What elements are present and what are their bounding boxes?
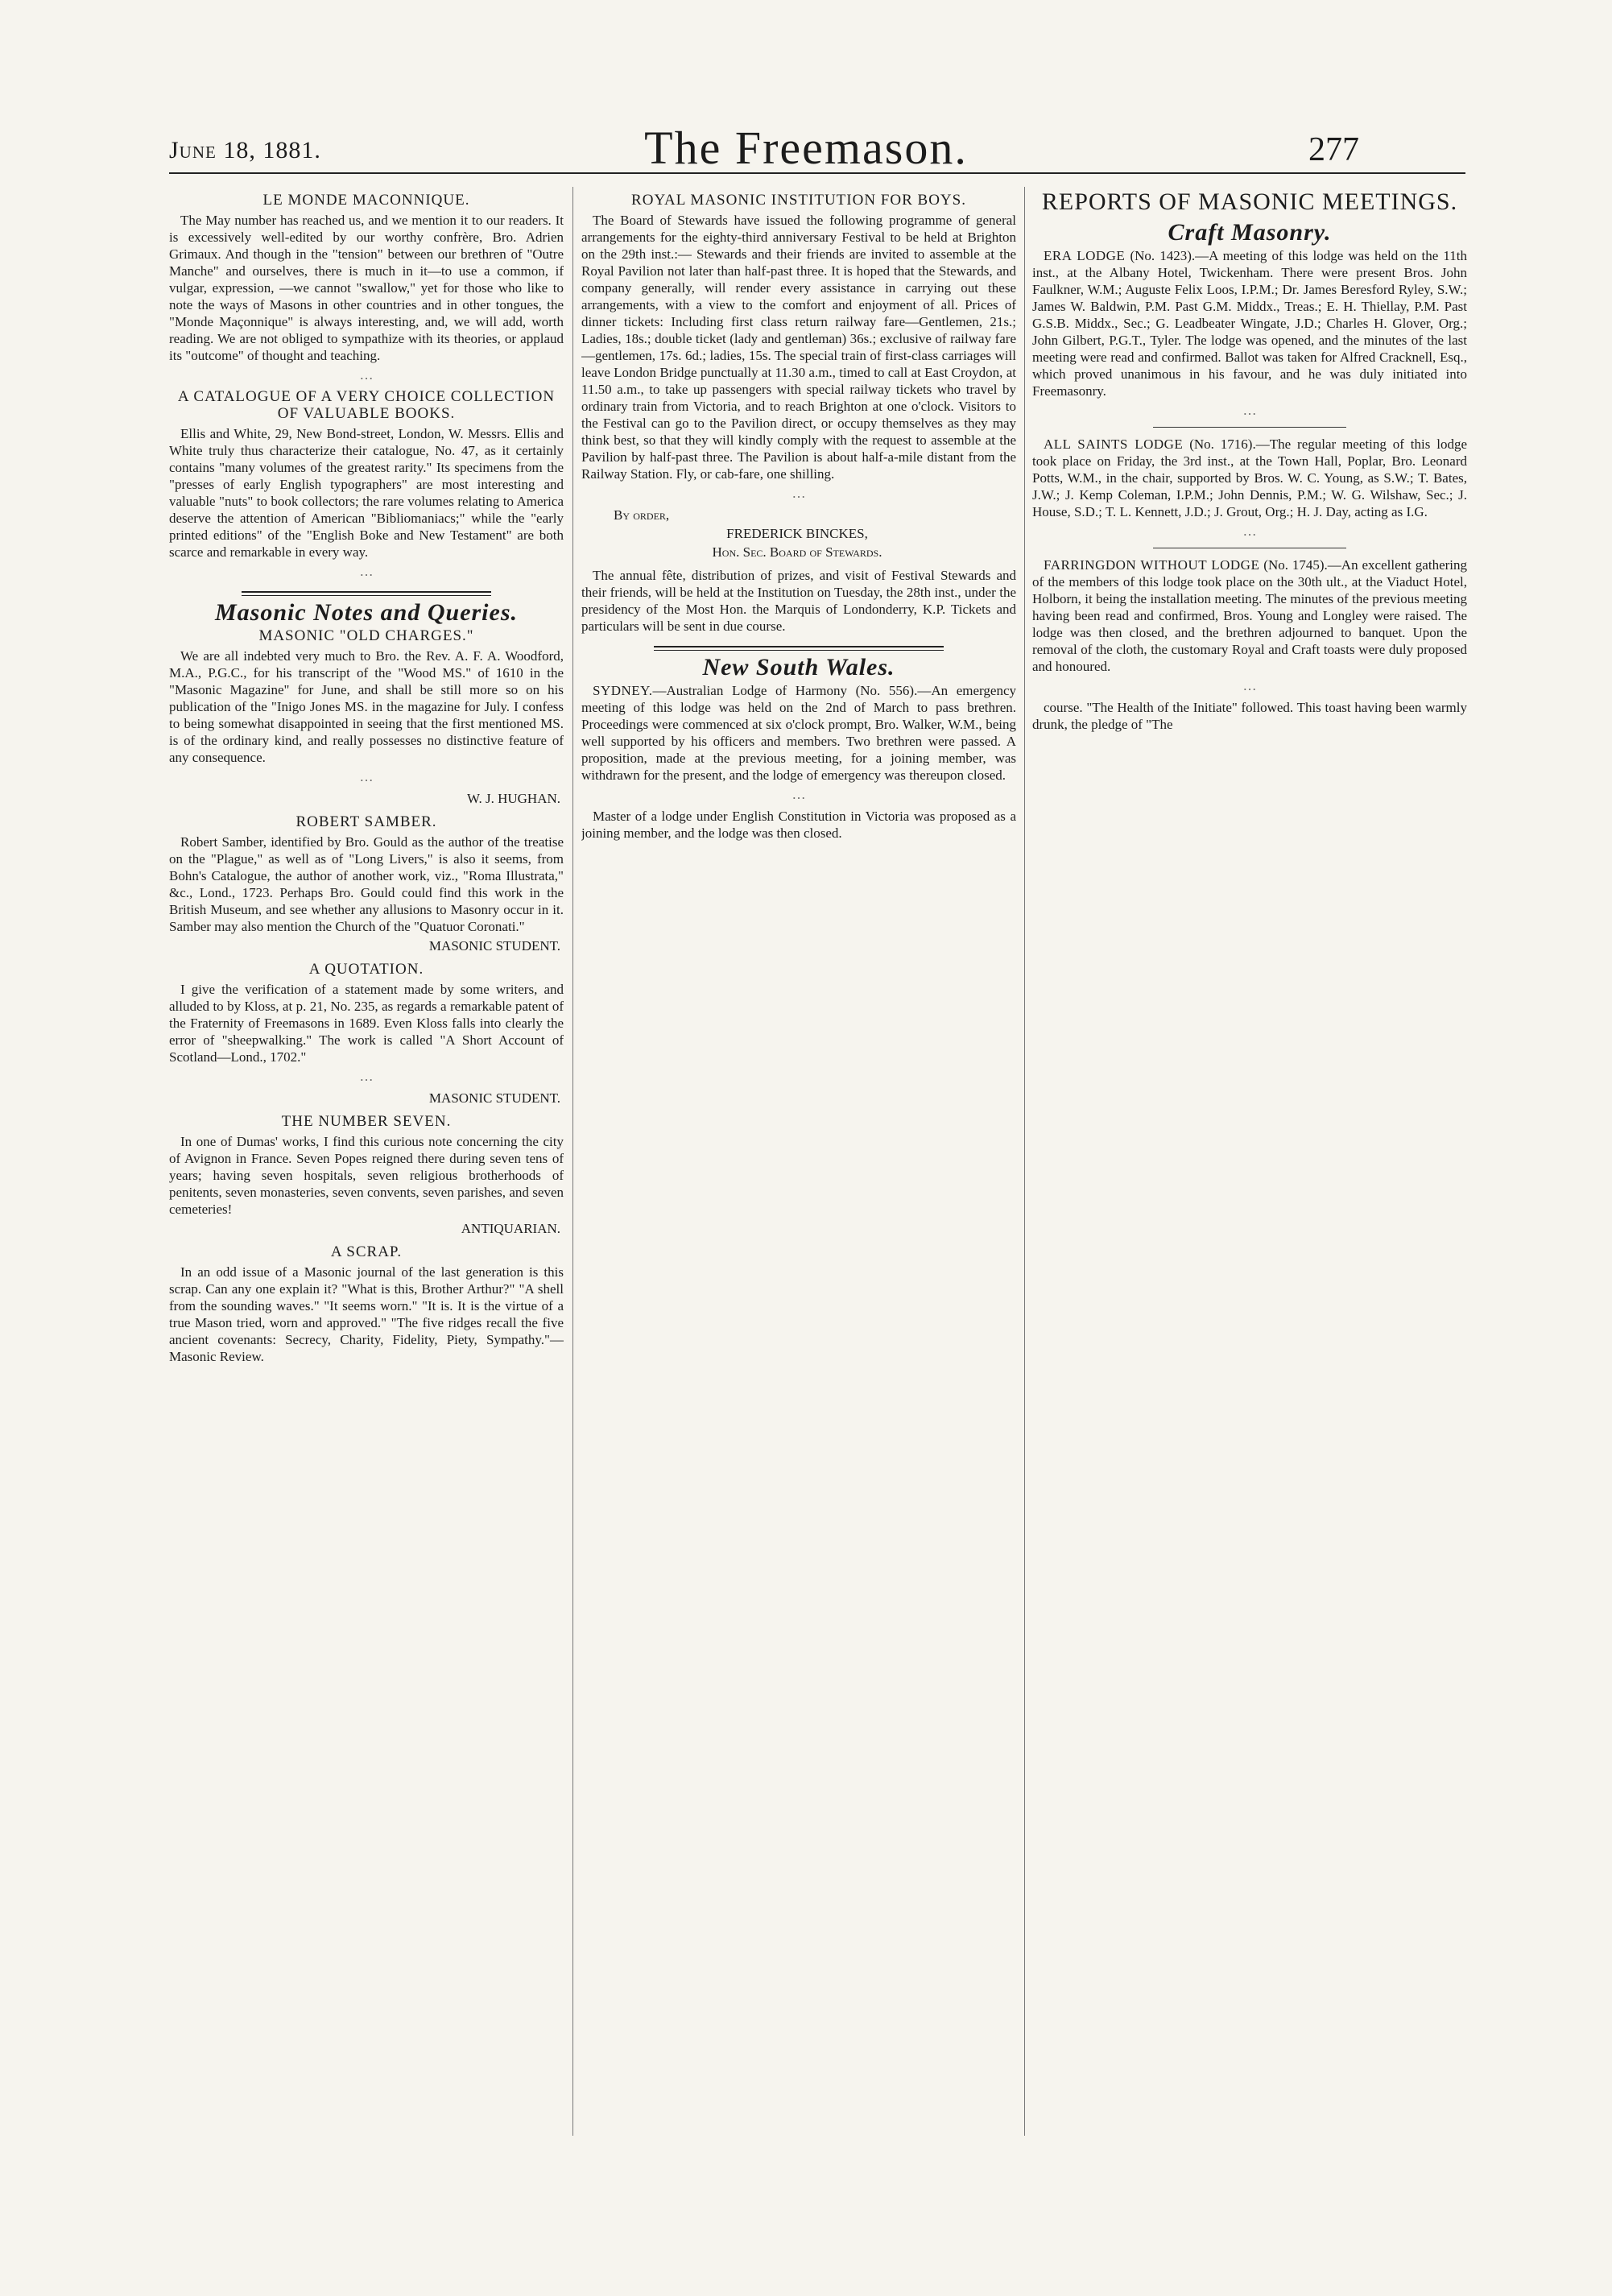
- newspaper-title: The Freemason.: [644, 122, 968, 174]
- column-divider: [572, 187, 573, 2136]
- section-heading: New South Wales.: [702, 654, 895, 681]
- omission-marker: …: [359, 564, 374, 579]
- article-heading: LE MONDE MACONNIQUE.: [262, 192, 470, 209]
- section-rule: [654, 646, 944, 651]
- article-heading: ROBERT SAMBER.: [296, 813, 437, 830]
- omission-marker: …: [1242, 678, 1257, 693]
- article-text: The annual fête, distribution of prizes, and visit of Festival Stewards and their friends, will be held at the Institution on Tuesday, the 28th inst., under the presidency of the Most Hon. the Marquis of Londonderry, K.P. Tickets and particulars will be sent in due course.: [581, 568, 1016, 634]
- article-signature: By order,: [614, 507, 670, 523]
- lodge-name: SYDNEY.: [593, 683, 653, 698]
- article-text: —Australian Lodge of Harmony (No. 556).—An emergency meeting of this lodge was held on the 2nd of March to pass brethren. Proceedings were commenced at six o'clock prompt, Bro. Walker, W.M., being well supported by his officers and members. Two brethren were passed. A proposition, made at the previous meeting, for a joining member, was withdrawn for the present, and the lodge of emergency was thereupon closed.: [581, 683, 1016, 783]
- article-signature: W. J. HUGHAN.: [466, 791, 560, 806]
- masthead: [0, 121, 1612, 185]
- article-signature: MASONIC STUDENT.: [428, 1090, 560, 1106]
- article-signature: ANTIQUARIAN.: [461, 1221, 560, 1236]
- article-rule: [1153, 427, 1346, 428]
- omission-marker: …: [359, 769, 374, 784]
- page-section-title: REPORTS OF MASONIC MEETINGS.: [1041, 188, 1458, 215]
- header-rule: [169, 172, 1465, 174]
- column-divider: [1024, 187, 1025, 2136]
- article-text: course. "The Health of the Initiate" followed. This toast having been warmly drunk, the pledge of "The: [1032, 700, 1467, 732]
- page-number: 277: [1308, 131, 1359, 168]
- article-signature: FREDERICK BINCKES,: [726, 526, 868, 541]
- omission-marker: …: [1242, 403, 1257, 418]
- omission-marker: …: [359, 367, 374, 383]
- article-signature: MASONIC STUDENT.: [428, 938, 560, 954]
- issue-date: June 18, 1881.: [169, 137, 321, 163]
- lodge-name: FARRINGDON WITHOUT LODGE: [1044, 557, 1260, 573]
- article-text: Robert Samber, identified by Bro. Gould as the author of the treatise on the "Plague," as well as of "Long Livers," is also it seems, from Bohn's Catalogue, the author of another work, viz., "Roma Illustrata," &c., Lond., 1723. Perhaps Bro. Gould could find this work in the British Museum, and see whether any allusions to Masonry occur in it. Samber may also mention the Church of the "Quatuor Coronati.": [169, 834, 564, 934]
- article-heading: THE NUMBER SEVEN.: [281, 1113, 452, 1130]
- article-heading: A CATALOGUE OF A VERY CHOICE COLLECTION OF VALUABLE BOOKS.: [177, 388, 556, 422]
- lodge-name: ALL SAINTS LODGE: [1044, 436, 1184, 452]
- omission-marker: …: [792, 486, 806, 501]
- article-text: The Board of Stewards have issued the following programme of general arrangements for the eighty-third anniversary Festival to be held at Brighton on the 29th inst.:— Stewards and their friends are invited to assemble at the Royal Pavilion not later than half-past three. It is hoped that the Stewards, and company generally, will render every assistance in carrying out these arrangements, with a view to the comfort and enjoyment of all. Prices of dinner tickets: Including first class return railway fare—Gentlemen, 21s.; Ladies, 18s.; double ticket (lady and gentleman) 36s.; exclusive of railway fare—gentlemen, 17s. 6d.; ladies, 15s. The special train of first-class carriages will leave London Bridge punctually at 11.30 a.m., timed to call at East Croydon, at 11.50 a.m., to take up passengers with special railway tickets who travel by ordinary train from Victoria, and to reach Brighton at one o'clock. Visitors to the Festival can go to the Pavilion direct, or occupy themselves as they may think best, so that they will kindly comply with the request to assemble at the Pavilion by half-past three. The Pavilion is about half-a-mile distant from the Railway Station. Fly, or cab-fare, one shilling.: [581, 213, 1016, 482]
- lodge-name: ERA LODGE: [1044, 248, 1126, 263]
- article-heading: MASONIC "OLD CHARGES.": [258, 627, 474, 644]
- article-text: (No. 1423).—A meeting of this lodge was held on the 11th inst., at the Albany Hotel, Twickenham. There were present Bros. John Faulkner, W.M.; Auguste Felix Loos, I.P.M.; Dr. James Beresford Ryley, S.W.; James W. Baldwin, P.M. Past G.M. Middx., Treas.; E. H. Thiellay, P.M. Past G.S.B. Middx., Sec.; G. Leadbeater Wingate, J.D.; Charles H. Glover, Org.; John Gilbert, P.G.T., Tyler. The lodge was opened, and the minutes of the last meeting were read and confirmed. Ballot was taken for Alfred Cracknell, Esq., which proved unanimous in his favour, and he was duly initiated into Freemasonry.: [1032, 248, 1467, 399]
- omission-marker: …: [359, 1069, 374, 1084]
- article-text: Master of a lodge under English Constitution in Victoria was proposed as a joining member, and the lodge was then closed.: [581, 809, 1016, 841]
- section-rule: [242, 591, 491, 596]
- article-text: We are all indebted very much to Bro. the Rev. A. F. A. Woodford, M.A., P.G.C., for his transcript of the "Wood MS." of 1610 in the "Masonic Magazine" for June, and shall be still more so on his publication of the "Inigo Jones MS. in the magazine for July. I confess to being somewhat disappointed in seeing that the first mentioned MS. is of the ordinary kind, and really possesses no distinctive feature of any consequence.: [169, 648, 564, 765]
- column-left: [169, 187, 564, 2136]
- article-text: Ellis and White, 29, New Bond-street, London, W. Messrs. Ellis and White truly thus characterize their catalogue, No. 47, as it certainly contains "many volumes of the greatest rarity." Its specimens from the "presses of early English typographers" are most interesting and valuable "nuts" to book collectors; the rare volumes relating to America deserve the attention of American "Bibliomaniacs;" while the "early printed editions" of the "English Boke and New Testament" are both scarce and remarkable in every way.: [169, 426, 564, 560]
- article-text: In one of Dumas' works, I find this curious note concerning the city of Avignon in France. Seven Popes reigned there during seven tens of years; having seven hospitals, seven religious brotherhoods of penitents, seven monasteries, seven convents, seven parishes, and seven cemeteries!: [169, 1134, 564, 1217]
- article-heading: ROYAL MASONIC INSTITUTION FOR BOYS.: [631, 192, 966, 209]
- column-middle: [581, 187, 1016, 2136]
- article-signature: Hon. Sec. Board of Stewards.: [712, 544, 882, 560]
- article-text: (No. 1716).—The regular meeting of this lodge took place on Friday, the 3rd inst., at the Town Hall, Poplar, Bro. Leonard Potts, W.M., in the chair, supported by Bros. W. C. Young, as S.W.; T. Bates, J.W.; J. Kemp Coleman, I.P.M.; John Dennis, P.M.; W. G. Wilshaw, Sec.; J. House, S.D.; T. L. Kennett, J.D.; J. Grout, Org.; H. J. Day, acting as I.G.: [1032, 436, 1467, 519]
- article-text: I give the verification of a statement made by some writers, and alluded to by Kloss, at p. 21, No. 235, as regards a remarkable patent of the Fraternity of Freemasons in 1689. Even Kloss falls into clearly the error of "sheepwalking." The work is called "A Short Account of Scotland—Lond., 1702.": [169, 982, 564, 1065]
- omission-marker: …: [1242, 523, 1257, 539]
- article-heading: A SCRAP.: [330, 1243, 403, 1260]
- article-text: In an odd issue of a Masonic journal of the last generation is this scrap. Can any one explain it? "What is this, Brother Arthur?" "A shell from the sounding waves." "It seems worn." "It is. It is the virtue of a true Mason tried, worn and approved." "The five ridges recall the five ancient covenants: Secrecy, Charity, Fidelity, Piety, Sympathy."—Masonic Review.: [169, 1264, 564, 1364]
- section-heading: Craft Masonry.: [1168, 219, 1332, 246]
- article-heading: A QUOTATION.: [308, 961, 424, 978]
- column-right: [1032, 187, 1467, 2136]
- article-text: (No. 1745).—An excellent gathering of the members of this lodge took place on the 30th ult., at the Viaduct Hotel, Holborn, it being the installation meeting. The minutes of the previous meeting having been read and confirmed, Bros. Young and Longley were raised. The lodge was then closed, and the brethren adjourned to banquet. Upon the removal of the cloth, the customary Royal and Craft toasts were duly proposed and honoured.: [1032, 557, 1467, 674]
- omission-marker: …: [792, 787, 806, 802]
- section-heading: Masonic Notes and Queries.: [214, 599, 519, 626]
- article-text: The May number has reached us, and we mention it to our readers. It is excessively well-edited by our worthy confrère, Bro. Adrien Grimaux. And though in the "tension" between our brethren of "Outre Manche" and ourselves, there is much in it—to use a common, if vulgar, expression, —we cannot "swallow," yet for those who like to note the ways of Masons in other countries and in other tongues, the "Monde Maçonnique" is always interesting, and, we will add, worth reading. We are not obliged to sympathize with its theories, or applaud its "outcome" of thought and teaching.: [169, 213, 564, 363]
